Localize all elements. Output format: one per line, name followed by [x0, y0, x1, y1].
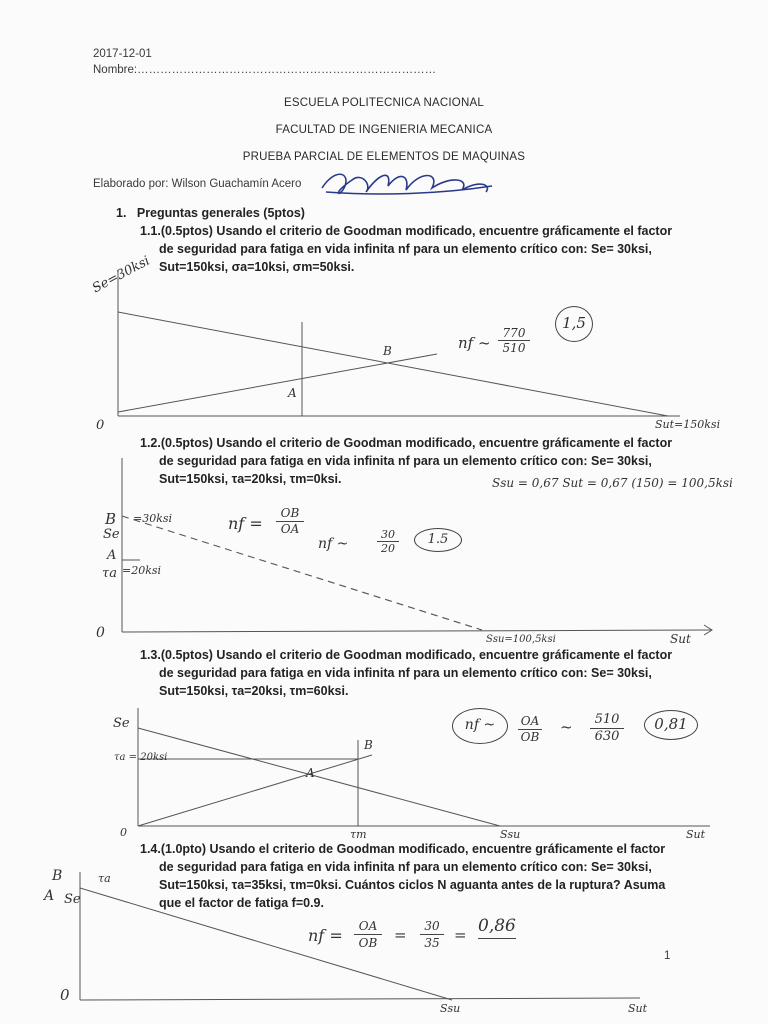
question-1-2: 1.2.(0.5ptos) Usando el criterio de Goodman modificado, encuentre gráficamente el factor de seguridad para fatiga en vida infinita nf para un elemento crítico con: Se= 30ksi, Sut=150ksi, τa=20ksi, τm=0ksi. — [140, 436, 673, 486]
hw-nf-eq-2: nf = — [228, 514, 263, 533]
hw-sut-4: Sut — [628, 1002, 648, 1015]
hw-point-b-3: B — [364, 738, 373, 752]
section-heading: 1. Preguntas generales (5ptos) — [116, 206, 305, 220]
page-number: 1 — [664, 950, 671, 962]
hw-se-value-2: =30ksi — [133, 512, 173, 525]
hw-result-2: 1.5 — [414, 528, 462, 552]
hw-fraction-2: OB OA — [276, 506, 304, 537]
hw-nf-3: nf ~ — [452, 708, 508, 744]
hw-approx-3: ~ — [560, 718, 573, 736]
school-title: ESCUELA POLITECNICA NACIONAL — [284, 97, 484, 109]
hw-tau-a-3: τa = 20ksi — [114, 752, 168, 763]
faculty-title: FACULTAD DE INGENIERIA MECANICA — [275, 124, 493, 136]
hw-result-3: 0,81 — [644, 710, 698, 740]
question-1-4: 1.4.(1.0pto) Usando el criterio de Goodman modificado, encuentre gráficamente el factor de seguridad para fatiga en vida infinita nf para un elemento crítico con: Se= 30ksi, Sut=150ksi, τa=35ksi, τm=0ksi. Cuántos ciclos N aguanta antes de la ruptura? Asuma que el factor de fatiga f=0.9. — [140, 842, 666, 910]
hw-origin: 0 — [96, 418, 105, 433]
hw-nf: nf ~ — [458, 334, 491, 352]
hw-approx-fraction-3: 510 630 — [590, 712, 624, 745]
hw-ssu-3: Ssu — [500, 828, 521, 841]
hw-sut-3: Sut — [686, 828, 706, 841]
hw-point-b: B — [383, 344, 392, 358]
question-1-1: 1.1.(0.5ptos) Usando el criterio de Goodman modificado, encuentre gráficamente el factor de seguridad para fatiga en vida infinita nf para un elemento crítico con: Se= 30ksi, Sut=150ksi, σa=10ksi, σm=50ksi. — [140, 224, 673, 274]
hw-point-a-4: A — [44, 888, 55, 904]
hw-se-label: Se=30ksi — [90, 253, 153, 297]
hw-se-3: Se — [113, 716, 130, 731]
hw-approx-2: nf ~ — [318, 536, 349, 552]
exam-title: PRUEBA PARCIAL DE ELEMENTOS DE MAQUINAS — [242, 151, 526, 163]
hw-fraction-4: OA OB — [354, 918, 382, 951]
hw-sut-label: Sut=150ksi — [655, 418, 721, 431]
hw-origin-2: 0 — [96, 625, 105, 641]
hw-fraction-3: OA OB — [518, 714, 542, 745]
hw-se-2: Se — [103, 527, 120, 542]
hw-fraction-4b: 30 35 — [420, 918, 444, 951]
hw-ssu-axis-2: Ssu=100,5ksi — [486, 634, 556, 645]
hw-nf-eq-4: nf = — [308, 926, 343, 945]
exam-date: 2017-12-01 — [93, 48, 152, 60]
hw-point-a: A — [288, 386, 297, 400]
author-line: Elaborado por: Wilson Guachamín Acero — [93, 178, 302, 190]
hw-ssu-equation: Ssu = 0,67 Sut = 0,67 (150) = 100,5ksi — [492, 476, 733, 490]
hw-tau-a-value-2: =20ksi — [122, 564, 162, 577]
hw-point-b-2: B — [105, 510, 117, 528]
hw-tau-a-4: τa — [98, 872, 111, 885]
hw-tau-a-2: τa — [102, 566, 117, 581]
question-1-3: 1.3.(0.5ptos) Usando el criterio de Goodman modificado, encuentre gráficamente el factor de seguridad para fatiga en vida infinita nf para un elemento crítico con: Se= 30ksi, Sut=150ksi, τa=20ksi, τm=60ksi. — [140, 648, 673, 698]
hw-equals-4: = — [394, 926, 407, 944]
hw-ssu-4: Ssu — [440, 1002, 461, 1015]
name-field-label: Nombre:…………………………………………………………………… — [93, 64, 437, 76]
hw-sut-axis-2: Sut — [670, 632, 691, 646]
hw-point-a-3: A — [306, 766, 315, 780]
hw-result-1: 1,5 — [555, 306, 593, 342]
hw-point-b-4: B — [52, 868, 63, 884]
hw-tau-m-3: τm — [350, 828, 367, 841]
hw-origin-4: 0 — [60, 986, 70, 1004]
hw-point-a-2: A — [107, 548, 117, 563]
hw-se-4: Se — [64, 892, 81, 907]
hw-equals-4b: = — [454, 926, 467, 944]
hw-approx-fraction-2: 30 20 — [377, 528, 399, 555]
hw-fraction-1: 770 510 — [498, 326, 530, 355]
hw-origin-3: 0 — [120, 826, 127, 839]
hw-result-4: 0,86 — [478, 916, 516, 939]
